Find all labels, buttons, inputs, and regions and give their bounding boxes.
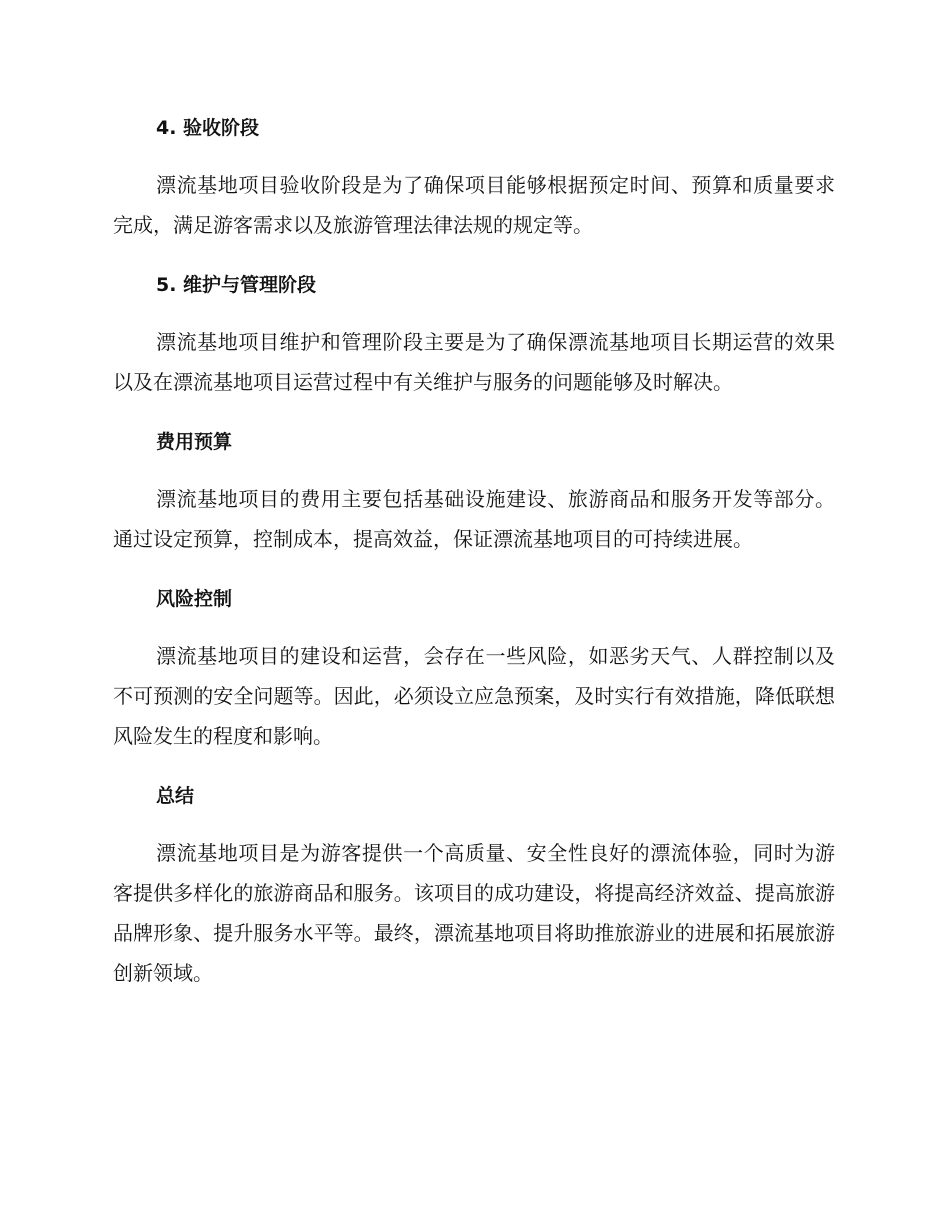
- section-paragraph-maintenance: 漂流基地项目维护和管理阶段主要是为了确保漂流基地项目长期运营的效果以及在漂流基地项目运营过程中有关维护与服务的问题能够及时解决。: [113, 330, 835, 394]
- section-heading-summary: 总结: [156, 785, 195, 807]
- section-heading-acceptance: 4. 验收阶段: [156, 117, 260, 139]
- section-paragraph-risk: 漂流基地项目的建设和运营，会存在一些风险，如恶劣天气、人群控制以及不可预测的安全问题等。因此，必须设立应急预案，及时实行有效措施，降低联想风险发生的程度和影响。: [113, 644, 835, 748]
- section-heading-maintenance: 5. 维护与管理阶段: [156, 274, 317, 296]
- section-paragraph-acceptance: 漂流基地项目验收阶段是为了确保项目能够根据预定时间、预算和质量要求完成，满足游客需求以及旅游管理法律法规的规定等。: [113, 173, 835, 237]
- section-heading-risk: 风险控制: [156, 588, 233, 610]
- section-heading-budget: 费用预算: [156, 431, 233, 453]
- section-paragraph-summary: 漂流基地项目是为游客提供一个高质量、安全性良好的漂流体验，同时为游客提供多样化的旅游商品和服务。该项目的成功建设，将提高经济效益、提高旅游品牌形象、提升服务水平等。最终，漂流基地项目将助推旅游业的进展和拓展旅游创新领域。: [113, 841, 835, 985]
- document-page: [113, 108, 835, 1013]
- section-paragraph-budget: 漂流基地项目的费用主要包括基础设施建设、旅游商品和服务开发等部分。通过设定预算，控制成本，提高效益，保证漂流基地项目的可持续进展。: [113, 487, 835, 551]
